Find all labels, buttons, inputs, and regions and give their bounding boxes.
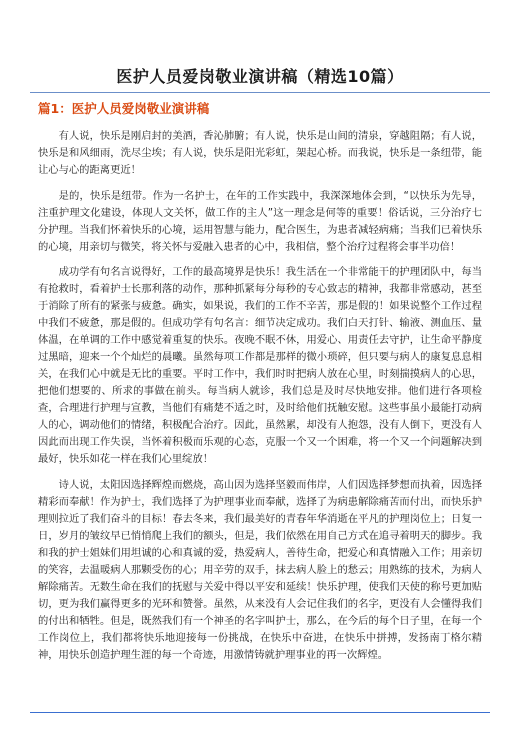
paragraph: 有人说，快乐是刚启封的美酒，香沁肺腑；有人说，快乐是山间的清泉，穿越阻隔；有人说，快乐是和风细雨，洗尽尘埃；有人说，快乐是阳光彩虹，架起心桥。而我说，快乐是一条纽带，能让心与心的距离更近！ (38, 130, 482, 176)
document-body (38, 128, 482, 673)
footer-divider (30, 712, 490, 713)
section-heading: 篇1：医护人员爱岗敬业演讲稿 (38, 101, 210, 116)
paragraph: 是的，快乐是纽带。作为一名护士，在年的工作实践中，我深深地体会到，“以快乐为先导，注重护理文化建设，体现人文关怀，做工作的主人”这一理念是何等的重要！俗话说，三分治疗七分护理。当我们怀着快乐的心境，运用智慧与能力，配合医生，为患者减轻病痛；当我们已着快乐的心境，用亲切与微笑，将关怀与爱融入患者的心中，我相信，整个治疗过程将会事半功倍！ (38, 190, 482, 253)
title-divider (30, 92, 490, 93)
paragraph: 成功学有句名言说得好，工作的最高境界是快乐！我生活在一个非常能干的护理团队中，每当有抢救时，看着护士长那利落的动作，那种抓紧每分每秒的专心致志的精神，我都非常感动，甚至于消除了所有的紧张与疲惫。确实，如果说，我们的工作不辛苦，那是假的！如果说整个工作过程中我们不疲惫，那是假的。但成功学有句名言：细节决定成功。我们白天打针、输液、测血压、量体温，在单调的工作中感觉着重复的快乐。夜晚不眠不休，用爱心、用责任去守护，让生命平静度过黑暗，迎来一个个灿烂的晨曦。虽然每项工作都是那样的微小琐碎，但只要与病人的康复息息相关，在我们心中就是无比的重要。平时工作中，我们时时把病人放在心里，时刻揣摸病人的心思，把他们想要的、所求的事做在前头。每当病人就诊，我们总是及时尽快地安排。他们进行各项检查，合理进行护理与宣教，当他们有痛楚不适之时，及时给他们抚触安慰。这些事虽小最能打动病人的心，调动他们的情绪，积极配合治疗。因此，虽然累，却没有人抱怨，没有人倒下，更没有人因此而出现工作失误，当怀着积极而乐观的心态，克服一个又一个困难，将一个又一个问题解决到最好，快乐如花一样在我们心里绽放！ (38, 266, 482, 465)
document-title: 医护人员爱岗敬业演讲稿（精选10篇） (116, 67, 404, 86)
paragraph: 诗人说，太阳因选择辉煌而燃烧，高山因为选择坚毅而伟岸，人们因选择梦想而执着，因选择精彩而奉献！作为护士，我们选择了为护理事业而奉献，选择了为病患解除痛苦而付出，而快乐护理则拉近了我们奋斗的目标！春去冬来，我们最美好的青春年华消逝在平凡的护理岗位上；日复一日，岁月的皱纹早已悄悄爬上我们的额头，但是，我们依然在用自己方式在追寻着明天的脚步。我和我的护士姐妹们用坦诚的心和真诚的爱，热爱病人，善待生命，把爱心和真情融入工作；用亲切的笑容，去温暖病人那颗受伤的心；用辛劳的双手，抹去病人脸上的愁云；用熟练的技术，为病人解除痛苦。无数生命在我们的抚慰与关爱中得以平安和延续！快乐护理，使我们天使的称号更加贴切，更为我们赢得更多的光环和赞誉。虽然，从来没有人会记住我们的名字，更没有人会懂得我们的付出和牺牲。但是，既然我们有一个神圣的名字叫护士，那么，在今后的每个日子里，在每一个工作岗位上，我们都将快乐地迎接每一份挑战，在快乐中奋进，在快乐中拼搏，发扬南丁格尔精神，用快乐创造护理生涯的每一个奇迹，用激情铸就护理事业的再一次辉煌。 (38, 479, 482, 661)
